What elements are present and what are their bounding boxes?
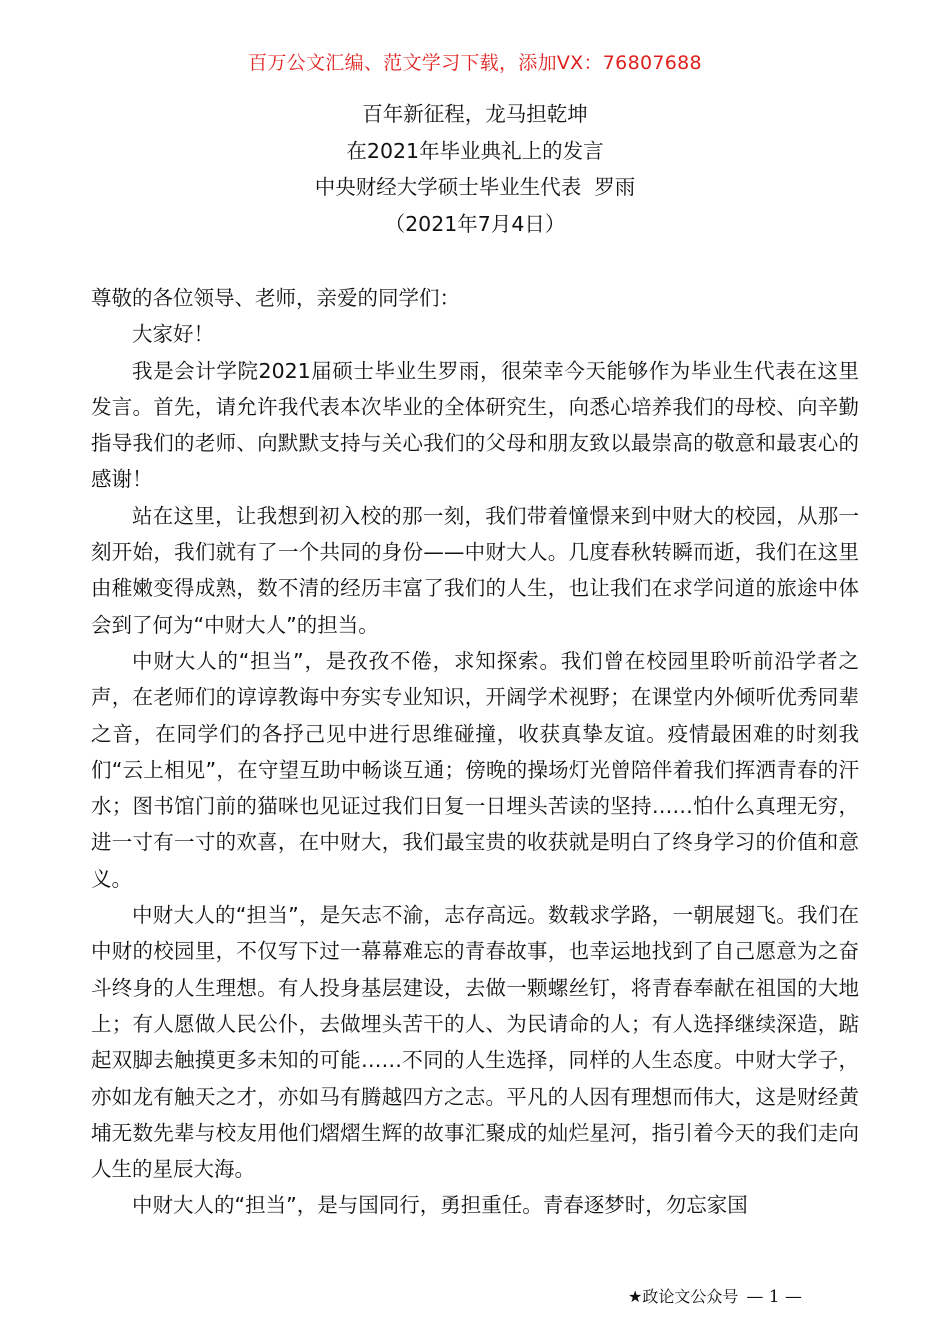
greeting: 大家好！ — [132, 322, 214, 347]
header-banner: 百万公文汇编、范文学习下载，添加VX：76807688 — [248, 52, 702, 74]
body-paragraph: 中财大人的“担当”，是矢志不渝，志存高远。数载求学路，一朝展翅飞。我们在中财的校园里，不仅写下过一幕幕难忘的青春故事，也幸运地找到了自己愿意为之奋斗终身的人生理想。有人投身基层建设，去做一颗螺丝钉，将青春奉献在祖国的大地上；有人愿做人民公仆，去做埋头苦干的人、为民请命的人；有人选择继续深造，踮起双脚去触摸更多未知的可能……不同的人生选择，同样的人生态度。中财大学子，亦如龙有触天之才，亦如马有腾越四方之志。平凡的人因有理想而伟大，这是财经黄埔无数先辈与校友用他们熠熠生辉的故事汇聚成的灿烂星河，指引着今天的我们走向人生的星辰大海。 — [91, 903, 859, 1182]
page-footer — [628, 1284, 802, 1307]
body-paragraph: 中财大人的“担当”，是与国同行，勇担重任。青春逐梦时，勿忘家国 — [132, 1193, 748, 1218]
body-paragraph: 中财大人的“担当”，是孜孜不倦，求知探索。我们曾在校园里聆听前沿学者之声，在老师们的谆谆教诲中夯实专业知识，开阔学术视野；在课堂内外倾听优秀同辈之音，在同学们的各抒己见中进行思维碰撞，收获真挚友谊。疫情最困难的时刻我们“云上相见”，在守望互助中畅谈互通；傍晚的操场灯光曾陪伴着我们挥洒青春的汗水；图书馆门前的猫咪也见证过我们日复一日埋头苦读的坚持……怕什么真理无穷，进一寸有一寸的欢喜，在中财大，我们最宝贵的收获就是明白了终身学习的价值和意义。 — [91, 648, 859, 891]
body-paragraph: 站在这里，让我想到初入校的那一刻，我们带着憧憬来到中财大的校园，从那一刻开始，我们就有了一个共同的身份——中财大人。几度春秋转瞬而逝，我们在这里由稚嫩变得成熟，数不清的经历丰富了我们的人生，也让我们在求学问道的旅途中体会到了何为“中财大人”的担当。 — [91, 503, 859, 637]
body-paragraph: 我是会计学院2021届硕士毕业生罗雨，很荣幸今天能够作为毕业生代表在这里发言。首先，请允许我代表本次毕业的全体研究生，向悉心培养我们的母校、向辛勤指导我们的老师、向默默支持与关心我们的父母和朋友致以最崇高的敬意和最衷心的感谢！ — [91, 358, 859, 492]
speaker-line: 中央财经大学硕士毕业生代表 罗雨 — [314, 175, 636, 199]
speech-title: 百年新征程，龙马担乾坤 — [362, 102, 588, 126]
salutation: 尊敬的各位领导、老师，亲爱的同学们： — [91, 286, 460, 310]
page-number: — 1 — — [746, 1287, 802, 1307]
speech-subtitle: 在2021年毕业典礼上的发言 — [346, 138, 604, 163]
speech-body — [91, 280, 859, 1224]
speech-date: （2021年7月4日） — [384, 211, 566, 236]
speech-title-block — [0, 96, 950, 242]
footer-source: ★政论文公众号 — [628, 1287, 739, 1306]
